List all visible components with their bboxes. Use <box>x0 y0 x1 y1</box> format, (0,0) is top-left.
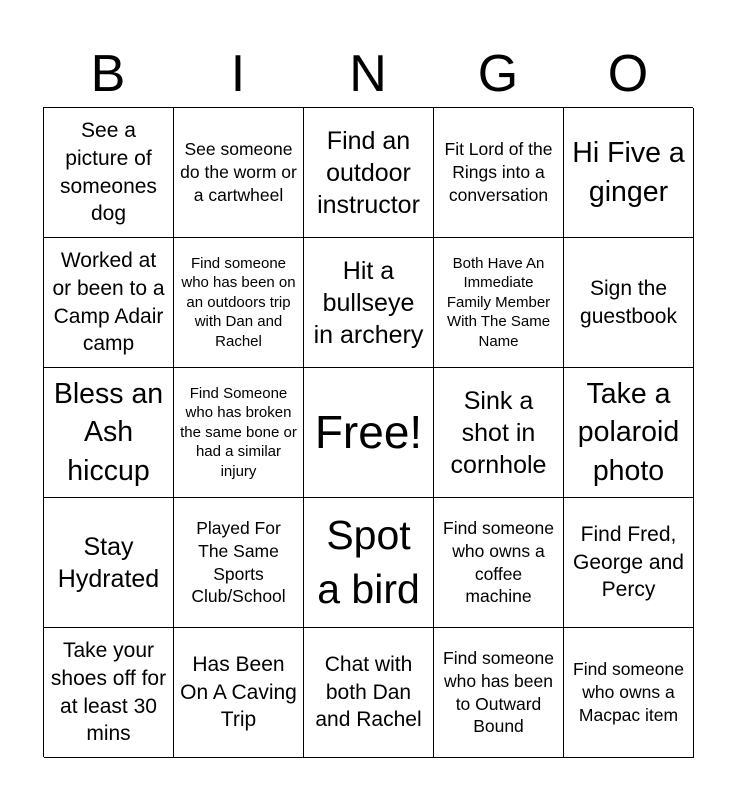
header-letter-n: N <box>349 45 387 103</box>
cell-text: Take your shoes off for at least 30 mins <box>50 638 167 746</box>
cell-text: Has Been On A Caving Trip <box>180 652 297 732</box>
header-letter-b: B <box>90 45 126 103</box>
bingo-cell[interactable] <box>304 238 434 368</box>
cell-text: Bless an Ash hiccup <box>53 378 164 487</box>
bingo-cell[interactable] <box>564 108 694 238</box>
bingo-cell[interactable] <box>44 108 174 238</box>
cell-text: Fit Lord of the Rings into a conversation <box>444 139 553 205</box>
cell-text: Find someone who has been on an outdoors trip with Dan and Rachel <box>181 254 296 350</box>
cell-text: Find an outdoor instructor <box>317 126 420 219</box>
cell-text: Both Have An Immediate Family Member With The Same Name <box>446 254 551 350</box>
cell-text: Find someone who has been to Outward Bound <box>443 648 554 737</box>
bingo-cell[interactable] <box>174 108 304 238</box>
free-space-cell[interactable] <box>304 368 434 498</box>
bingo-cell[interactable] <box>434 498 564 628</box>
cell-text: Sign the guestbook <box>580 276 677 328</box>
header-letter-g: G <box>477 45 519 103</box>
cell-text: Spot a bird <box>317 512 420 612</box>
bingo-header <box>43 40 693 108</box>
bingo-cell[interactable] <box>174 498 304 628</box>
cell-text: Stay Hydrated <box>57 532 160 593</box>
bingo-cell[interactable] <box>44 238 174 368</box>
bingo-cell[interactable] <box>44 628 174 758</box>
bingo-cell[interactable] <box>434 108 564 238</box>
cell-text: See a picture of someones dog <box>60 118 157 226</box>
bingo-cell[interactable] <box>304 628 434 758</box>
bingo-cell[interactable] <box>304 108 434 238</box>
bingo-board <box>43 107 693 757</box>
bingo-cell[interactable] <box>564 238 694 368</box>
bingo-cell[interactable] <box>564 368 694 498</box>
cell-text: Find Fred, George and Percy <box>573 522 684 602</box>
bingo-cell[interactable] <box>434 368 564 498</box>
bingo-cell[interactable] <box>174 238 304 368</box>
cell-text: Hit a bullseye in archery <box>313 256 424 349</box>
bingo-cell[interactable] <box>44 498 174 628</box>
cell-text: Find Someone who has broken the same bone or had a similar injury <box>180 384 297 480</box>
cell-text: Find someone who owns a coffee machine <box>443 518 554 607</box>
cell-text: Find someone who owns a Macpac item <box>573 659 684 725</box>
bingo-cell[interactable] <box>434 628 564 758</box>
cell-text: Sink a shot in cornhole <box>450 386 547 479</box>
bingo-cell[interactable] <box>564 498 694 628</box>
cell-text: Chat with both Dan and Rachel <box>315 652 422 732</box>
bingo-cell[interactable] <box>564 628 694 758</box>
header-letter-i: I <box>230 45 246 103</box>
cell-text: Played For The Same Sports Club/School <box>191 518 286 607</box>
cell-text: Take a polaroid photo <box>577 378 680 487</box>
bingo-cell[interactable] <box>174 368 304 498</box>
cell-text: Hi Five a ginger <box>572 137 685 208</box>
cell-text: See someone do the worm or a cartwheel <box>180 139 297 205</box>
header-letter-o: O <box>607 45 649 103</box>
bingo-cell[interactable] <box>44 368 174 498</box>
bingo-cell[interactable] <box>304 498 434 628</box>
cell-text: Worked at or been to a Camp Adair camp <box>52 248 165 356</box>
bingo-cell[interactable] <box>174 628 304 758</box>
bingo-cell[interactable] <box>434 238 564 368</box>
free-space-text: Free! <box>314 405 423 458</box>
